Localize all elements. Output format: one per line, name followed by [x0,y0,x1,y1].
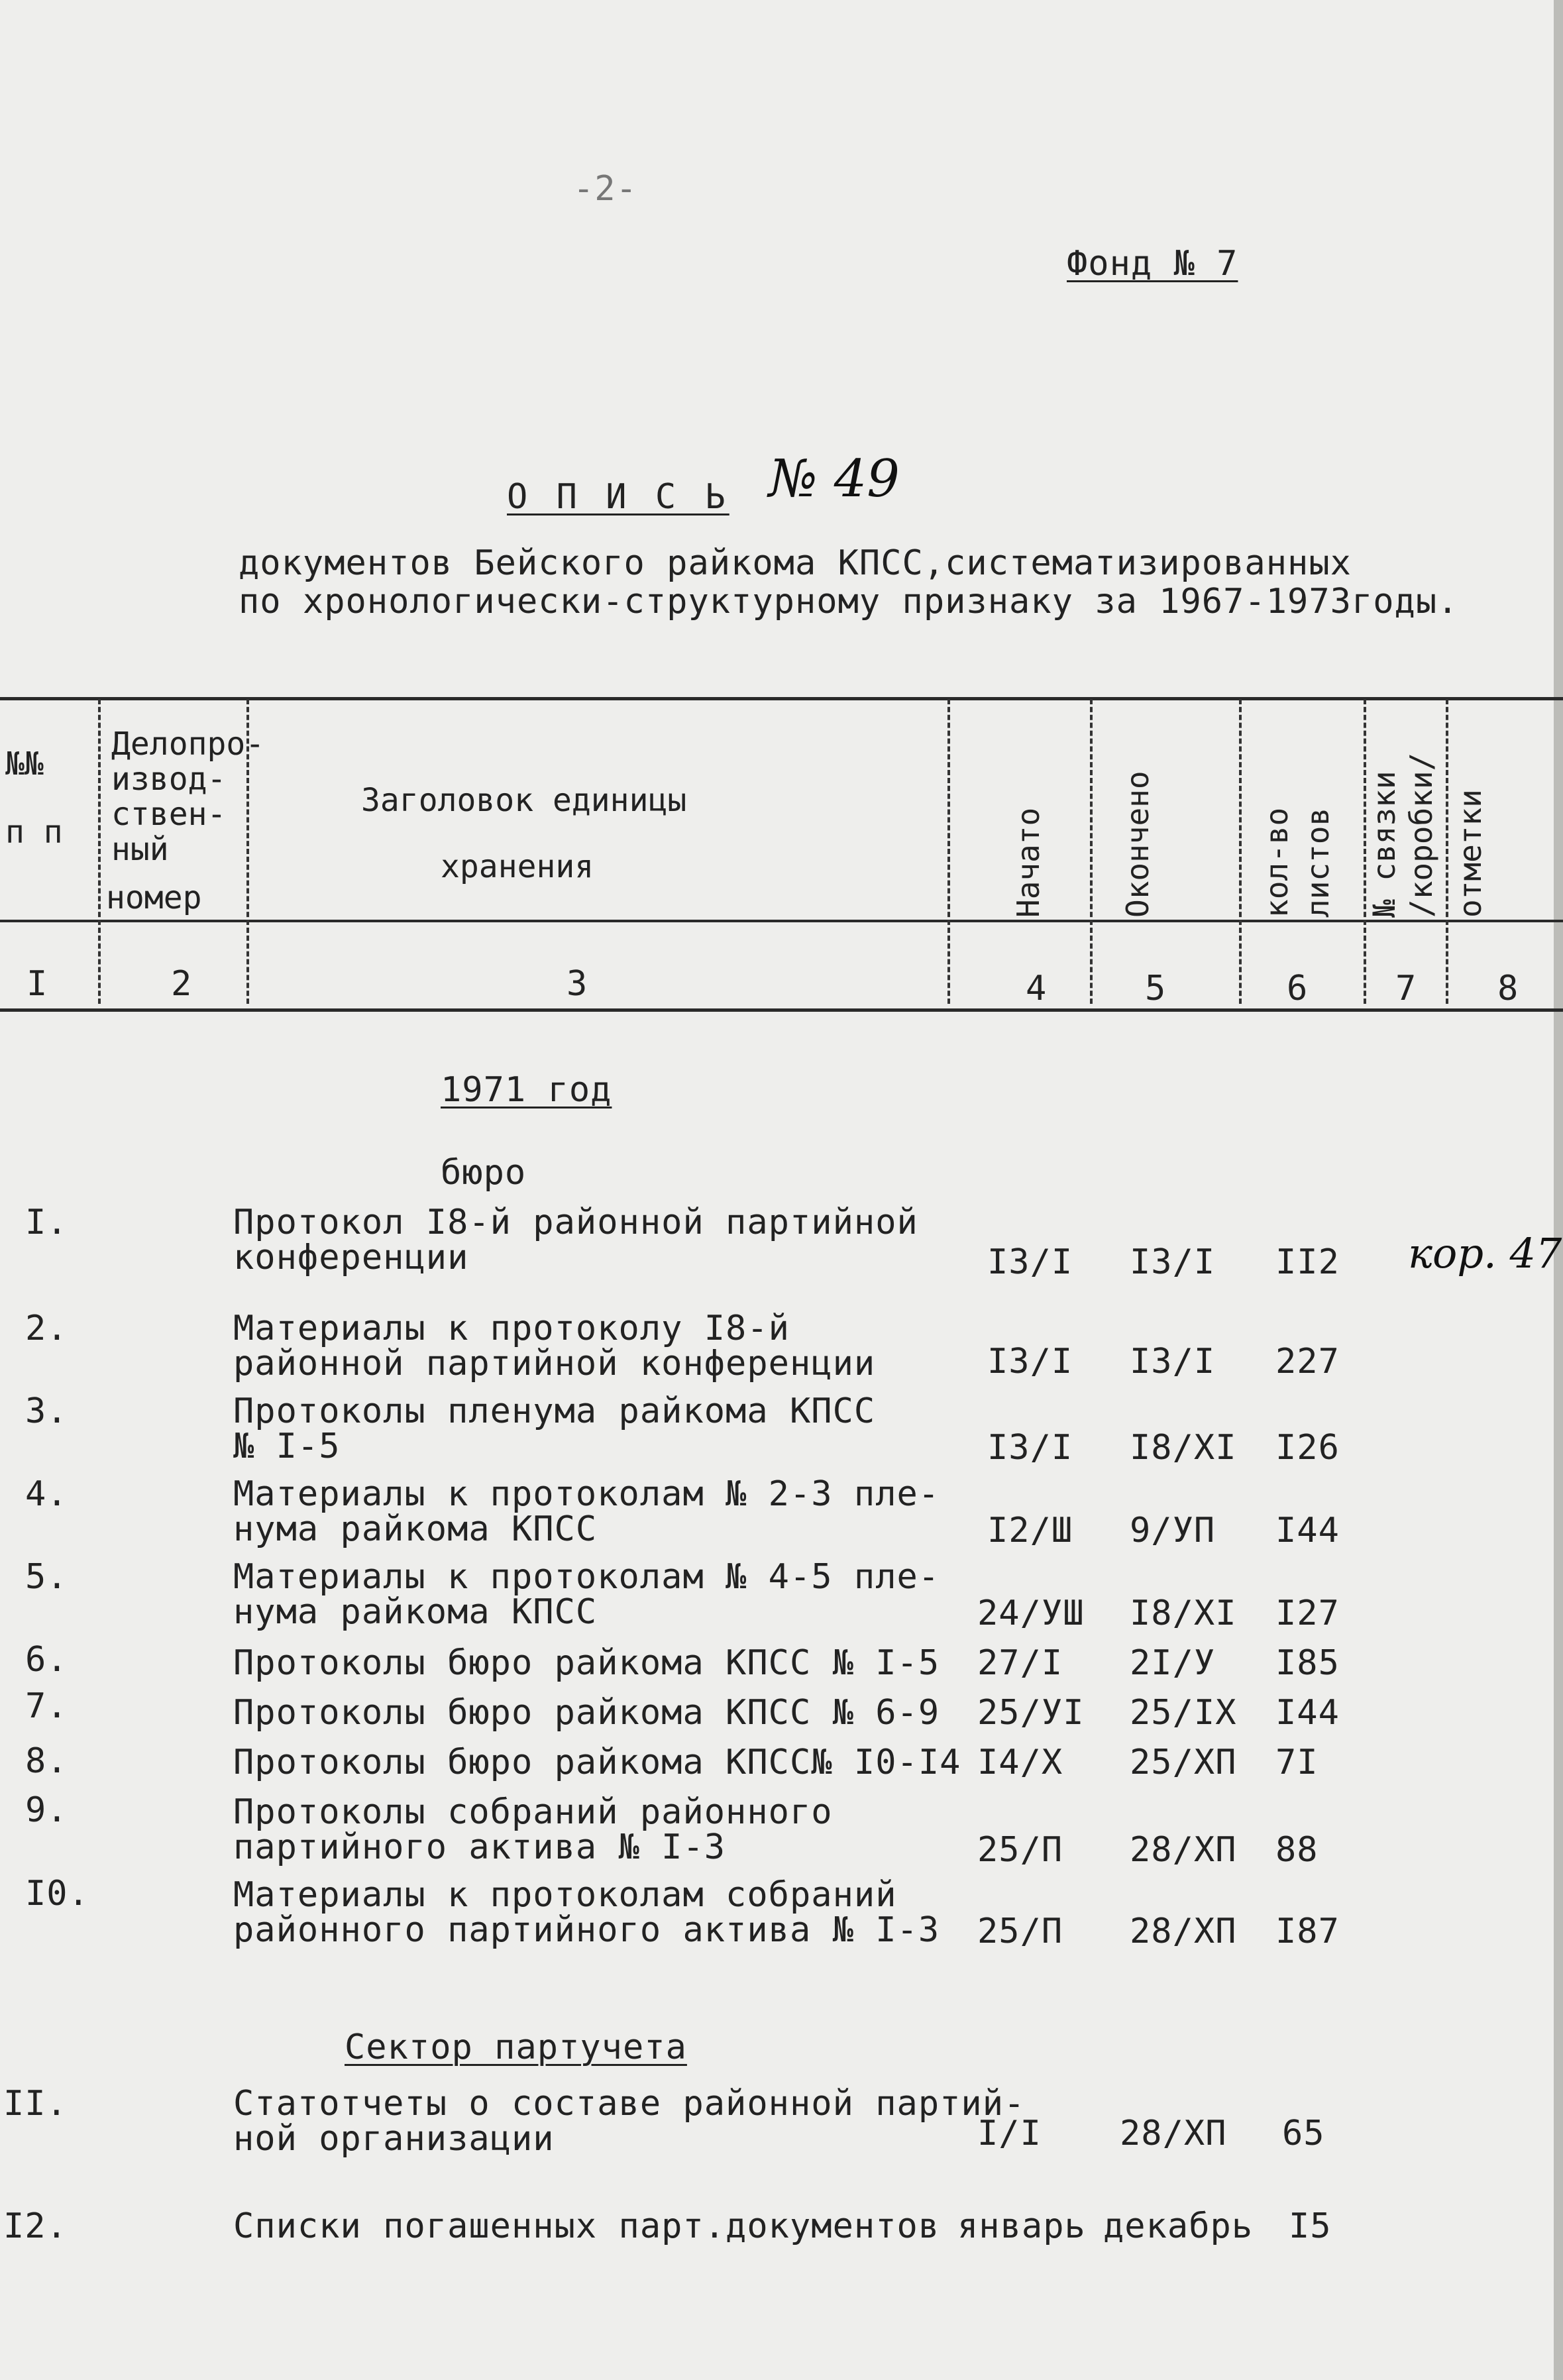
col-separator-3 [947,699,950,1004]
header-col2-line1: Делопро- [111,726,265,763]
row-5-sheets: I27 [1275,1594,1340,1633]
header-col1-line2: п п [5,814,63,851]
header-col2-line5: номер [106,879,202,916]
section-partuchet: Сектор партучета [345,2028,687,2067]
colnum-4: 4 [1026,969,1048,1008]
row-11-end: 28/ХП [1120,2114,1227,2153]
row-8-end: 25/ХП [1130,1743,1237,1782]
header-col1-line1: №№ [5,745,44,783]
row-3-sheets: I26 [1275,1428,1340,1468]
row-11-start: I/I [977,2114,1042,2153]
row-10-start: 25/П [977,1912,1063,1951]
header-col7-line2: /коробки/ [1403,752,1439,918]
row-4-sheets: I44 [1275,1511,1340,1550]
colnum-1: I [27,964,48,1004]
row-9-title-line1: Протоколы собраний районного [233,1792,833,1832]
colnum-6: 6 [1287,969,1309,1008]
header-col6-line2: листов [1300,807,1336,918]
header-col2-line2: извод- [111,761,227,798]
row-2-start: I3/I [987,1342,1073,1381]
row-12-end: декабрь [1103,2206,1254,2246]
row-4-start: I2/Ш [987,1511,1073,1550]
row-5-title-line2: нума райкома КПСС [233,1592,598,1632]
header-col4: Начато [1010,807,1046,918]
row-2-title-line1: Материалы к протоколу I8-й [233,1309,790,1348]
row-10-sheets: I87 [1275,1912,1340,1951]
row-9-sheets: 88 [1275,1830,1319,1870]
row-4-title-line2: нума райкома КПСС [233,1509,598,1549]
header-col3-line2: хранения [441,848,594,885]
row-10-end: 28/ХП [1130,1912,1237,1951]
document-title: О П И С Ь [507,477,729,517]
row-10-title-line2: районного партийного актива № I-3 [233,1910,940,1950]
row-2-sheets: 227 [1275,1342,1340,1381]
row-1-sheets: II2 [1275,1242,1340,1282]
header-col6-line1: кол-во [1259,807,1295,918]
colnum-5: 5 [1145,969,1167,1008]
row-9-number: 9. [25,1790,68,1830]
header-bottom-rule [0,920,1563,922]
row-12-title-line1: Списки погашенных парт.документов [233,2206,940,2246]
row-1-title-line2: конференции [233,1238,469,1277]
row-6-sheets: I85 [1275,1643,1340,1683]
colnum-2: 2 [171,964,193,1004]
row-6-end: 2I/У [1130,1643,1216,1683]
row-3-end: I8/XI [1130,1428,1237,1468]
row-7-title-line1: Протоколы бюро райкома КПСС № 6-9 [233,1693,940,1733]
header-col8: отметки [1452,789,1488,918]
row-8-number: 8. [25,1741,68,1781]
row-1-number: I. [25,1203,68,1242]
row-6-number: 6. [25,1640,68,1680]
row-2-end: I3/I [1130,1342,1216,1381]
row-1-start: I3/I [987,1242,1073,1282]
row-8-title-line1: Протоколы бюро райкома КПСС№ I0-I4 [233,1743,961,1782]
row-4-number: 4. [25,1474,68,1514]
colnum-3: 3 [566,964,588,1004]
fond-number: Фонд № 7 [1067,244,1238,284]
section-buro: бюро [441,1153,527,1193]
row-12-number: I2. [3,2206,68,2246]
row-2-title-line2: районной партийной конференции [233,1344,876,1383]
row-5-end: I8/XI [1130,1594,1237,1633]
colnum-7: 7 [1395,969,1417,1008]
row-5-start: 24/УШ [977,1594,1085,1633]
page-number: -2- [573,169,637,209]
row-7-sheets: I44 [1275,1693,1340,1733]
header-col7-line1: № связки [1366,771,1402,918]
row-7-number: 7. [25,1686,68,1726]
col-separator-5 [1239,699,1242,1004]
row-1-title-line1: Протокол I8-й районной партийной [233,1203,918,1242]
row-9-start: 25/П [977,1830,1063,1870]
col-separator-1 [98,699,101,1004]
row-10-number: I0. [25,1874,89,1914]
row-4-title-line1: Материалы к протоколам № 2-3 пле- [233,1474,940,1514]
subtitle-line-1: документов Бейского райкома КПСС,систематизированных [239,543,1352,583]
col-separator-4 [1090,699,1093,1004]
row-6-title-line1: Протоколы бюро райкома КПСС № I-5 [233,1643,940,1683]
row-9-end: 28/ХП [1130,1830,1237,1870]
row-10-title-line1: Материалы к протоколам собраний [233,1875,897,1915]
row-4-end: 9/УП [1130,1511,1216,1550]
row-9-title-line2: партийного актива № I-3 [233,1827,726,1867]
column-numbers-rule [0,1008,1563,1012]
page-edge [1554,0,1563,2380]
col-separator-7 [1446,699,1448,1004]
row-11-title-line1: Статотчеты о составе районной партий- [233,2084,1026,2124]
row-3-title-line1: Протоколы пленума райкома КПСС [233,1391,876,1431]
row-11-title-line2: ной организации [233,2119,555,2159]
row-6-start: 27/I [977,1643,1063,1683]
row-12-start: январь [957,2206,1086,2246]
box-note-handwritten: кор. 47 [1408,1229,1562,1277]
row-5-title-line1: Материалы к протоколам № 4-5 пле- [233,1557,940,1597]
subtitle-line-2: по хронологически-структурному признаку за 1967-1973годы. [239,582,1459,622]
row-3-number: 3. [25,1391,68,1431]
header-col2-line3: ствен- [111,796,227,833]
row-8-sheets: 7I [1275,1743,1319,1782]
row-11-number: II. [3,2084,68,2124]
row-11-sheets: 65 [1282,2114,1325,2153]
row-12-sheets: I5 [1289,2206,1332,2246]
row-3-title-line2: № I-5 [233,1427,341,1466]
row-5-number: 5. [25,1557,68,1597]
row-2-number: 2. [25,1309,68,1348]
header-col5: Окончено [1120,771,1156,918]
row-3-start: I3/I [987,1428,1073,1468]
row-7-end: 25/IX [1130,1693,1237,1733]
table-top-rule [0,697,1563,700]
opis-number-handwritten: № 49 [769,449,900,509]
row-1-end: I3/I [1130,1242,1216,1282]
header-col3-line1: Заголовок единицы [361,782,687,819]
year-heading: 1971 год [441,1070,612,1110]
header-col2-line4: ный [111,831,169,868]
colnum-8: 8 [1497,969,1519,1008]
row-7-start: 25/УI [977,1693,1085,1733]
row-8-start: I4/X [977,1743,1063,1782]
